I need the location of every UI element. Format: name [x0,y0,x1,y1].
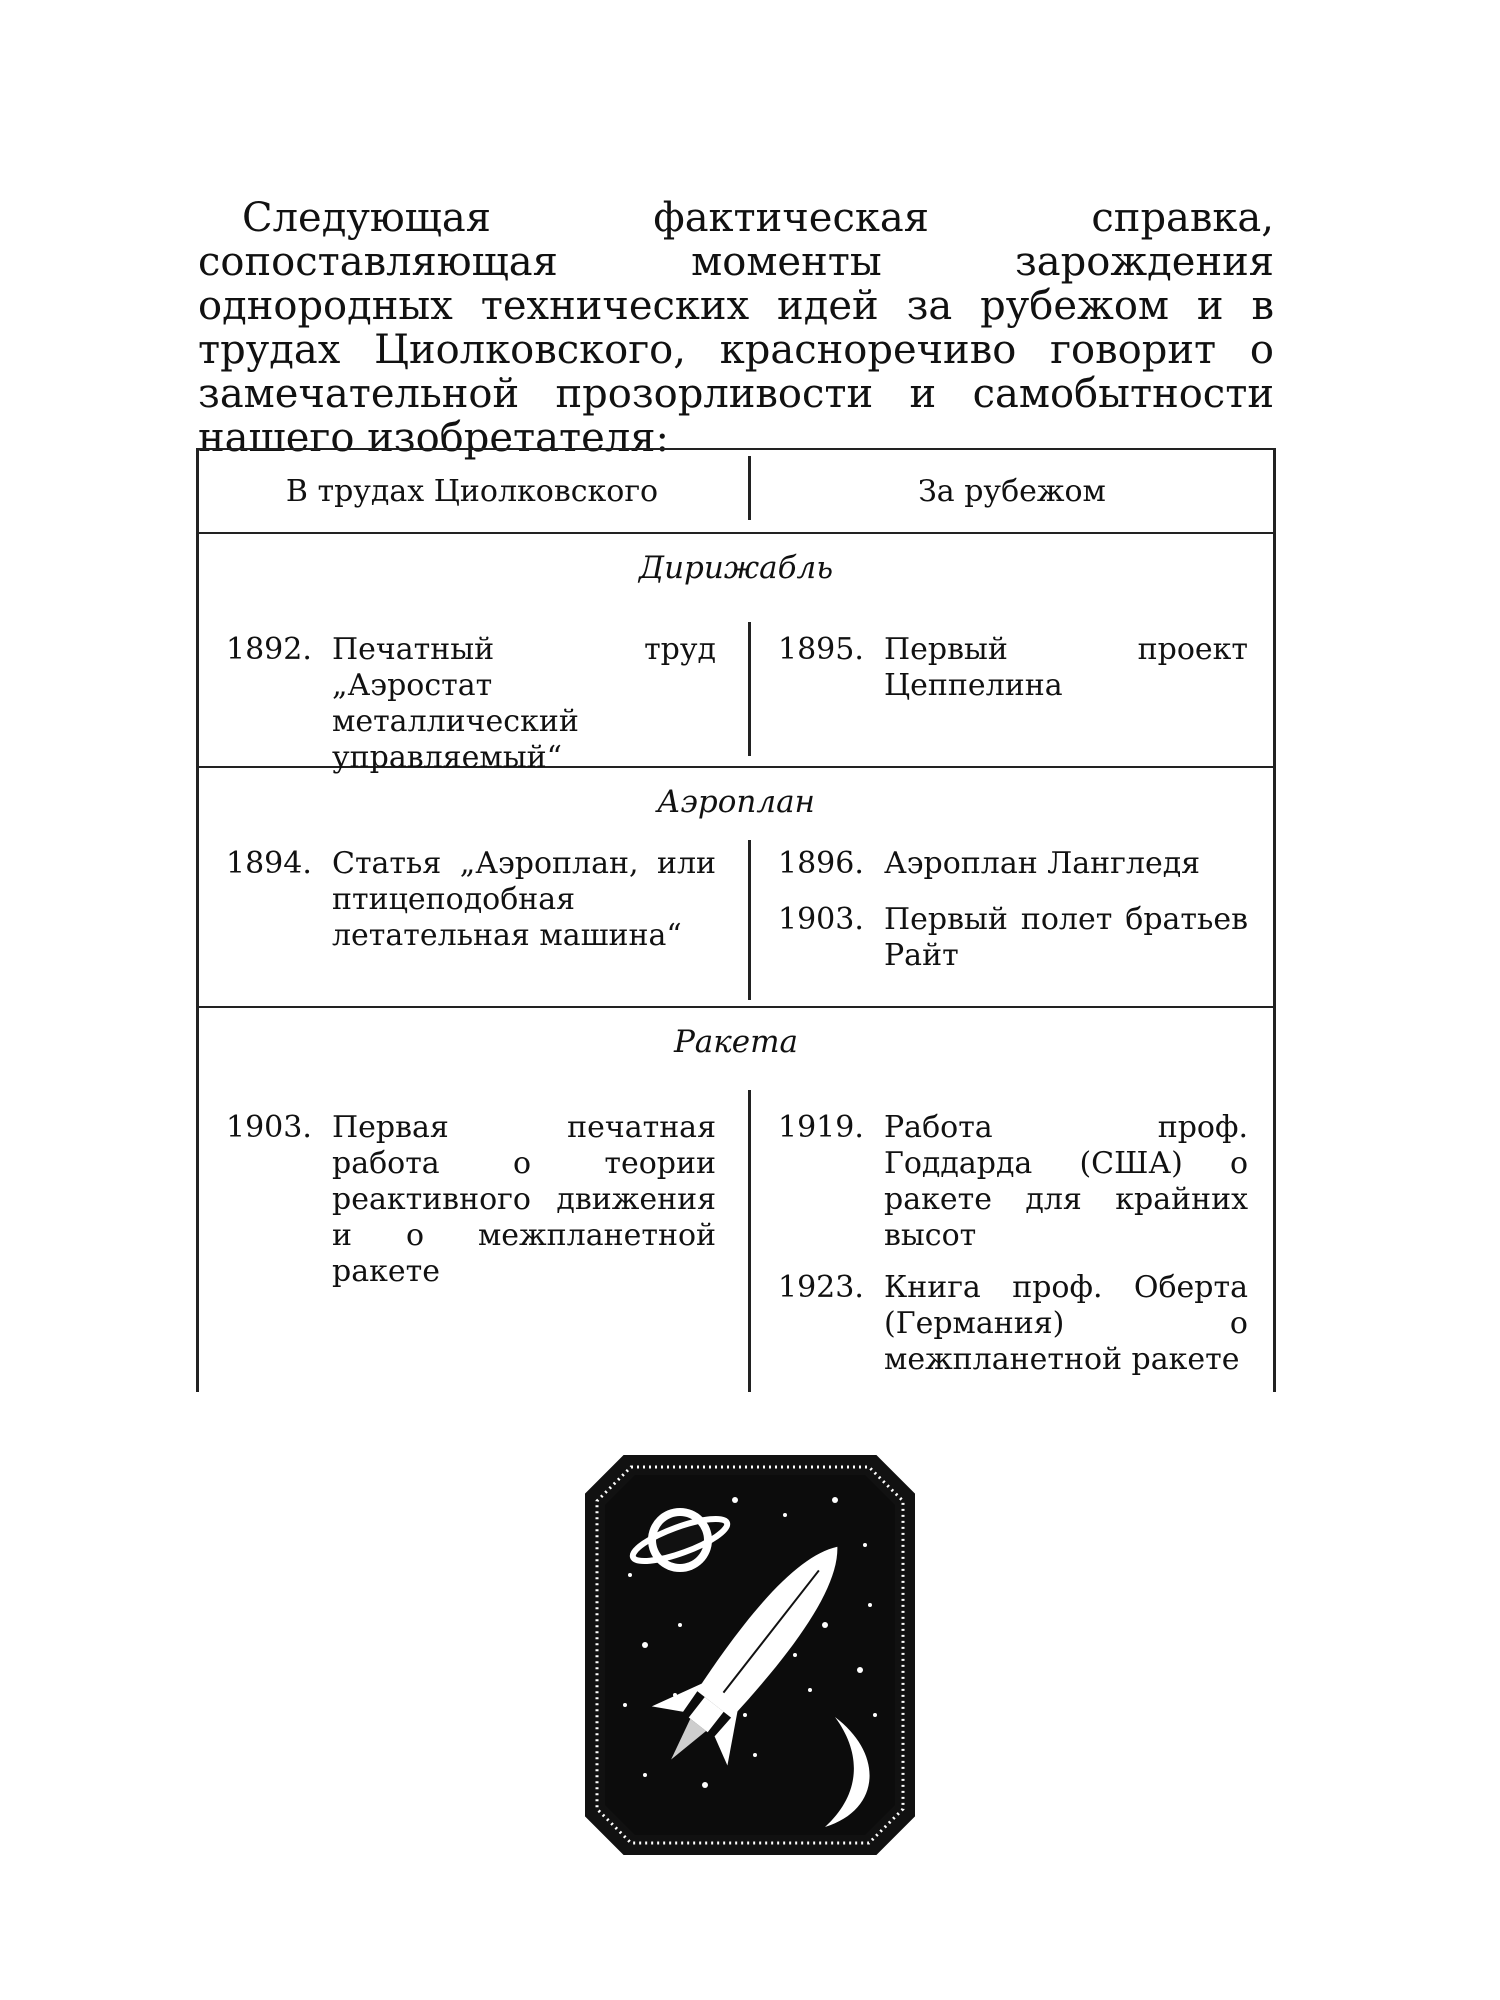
entry-left [226,1110,716,1290]
entry-year: 1903. [778,902,864,937]
section-rule [196,1006,1276,1008]
section-title: Аэроплан [657,784,815,820]
entry-right [778,846,1248,882]
header-right: За рубежом [918,474,1106,509]
table-left-border [196,450,199,1392]
rocket-vignette [585,1455,915,1855]
entry-text: Аэроплан Лангледя [884,846,1201,881]
entry-right [778,632,1248,704]
entry-right [778,1270,1248,1378]
entry-right [778,1110,1248,1254]
column-divider [748,840,751,1000]
entry-text: Первый полет братьев Райт [884,902,1248,973]
entry-text: Печатный труд „Аэростат металлический управляемый“ [332,632,716,775]
entry-year: 1919. [778,1110,864,1145]
entry-text: Работа проф. Годдарда (США) о ракете для крайних высот [884,1110,1248,1253]
intro-paragraph: Следующая фактическая справка, сопоставляющая моменты зарождения однородных технических идей за рубежом и в трудах Циолковского, красноречиво говорит о замечательной прозорливости и самобытности нашего изобретателя: [198,195,1274,461]
header-left: В трудах Циолковского [285,474,659,509]
entry-year: 1892. [226,632,312,667]
entry-year: 1896. [778,846,864,881]
column-divider [748,1090,751,1392]
column-divider [748,622,751,756]
entry-year: 1903. [226,1110,312,1145]
entry-text: Первая печатная работа о теории реактивного движения и о межпланетной ракете [332,1110,716,1289]
section-title: Ракета [673,1024,799,1060]
entry-text: Первый проект Цеппелина [884,632,1248,703]
table-right-border [1273,450,1276,1392]
entry-left [226,846,716,954]
entry-year: 1894. [226,846,312,881]
entry-right [778,902,1248,974]
header-rule [196,532,1276,534]
entry-left [226,632,716,776]
comparison-table [196,448,1276,1392]
entry-year: 1895. [778,632,864,667]
section-title: Дирижабль [638,550,834,586]
entry-text: Книга проф. Оберта (Германия) о межпланетной ракете [884,1270,1248,1377]
entry-text: Статья „Аэроплан, или птицеподобная летательная машина“ [332,846,716,953]
entry-year: 1923. [778,1270,864,1305]
